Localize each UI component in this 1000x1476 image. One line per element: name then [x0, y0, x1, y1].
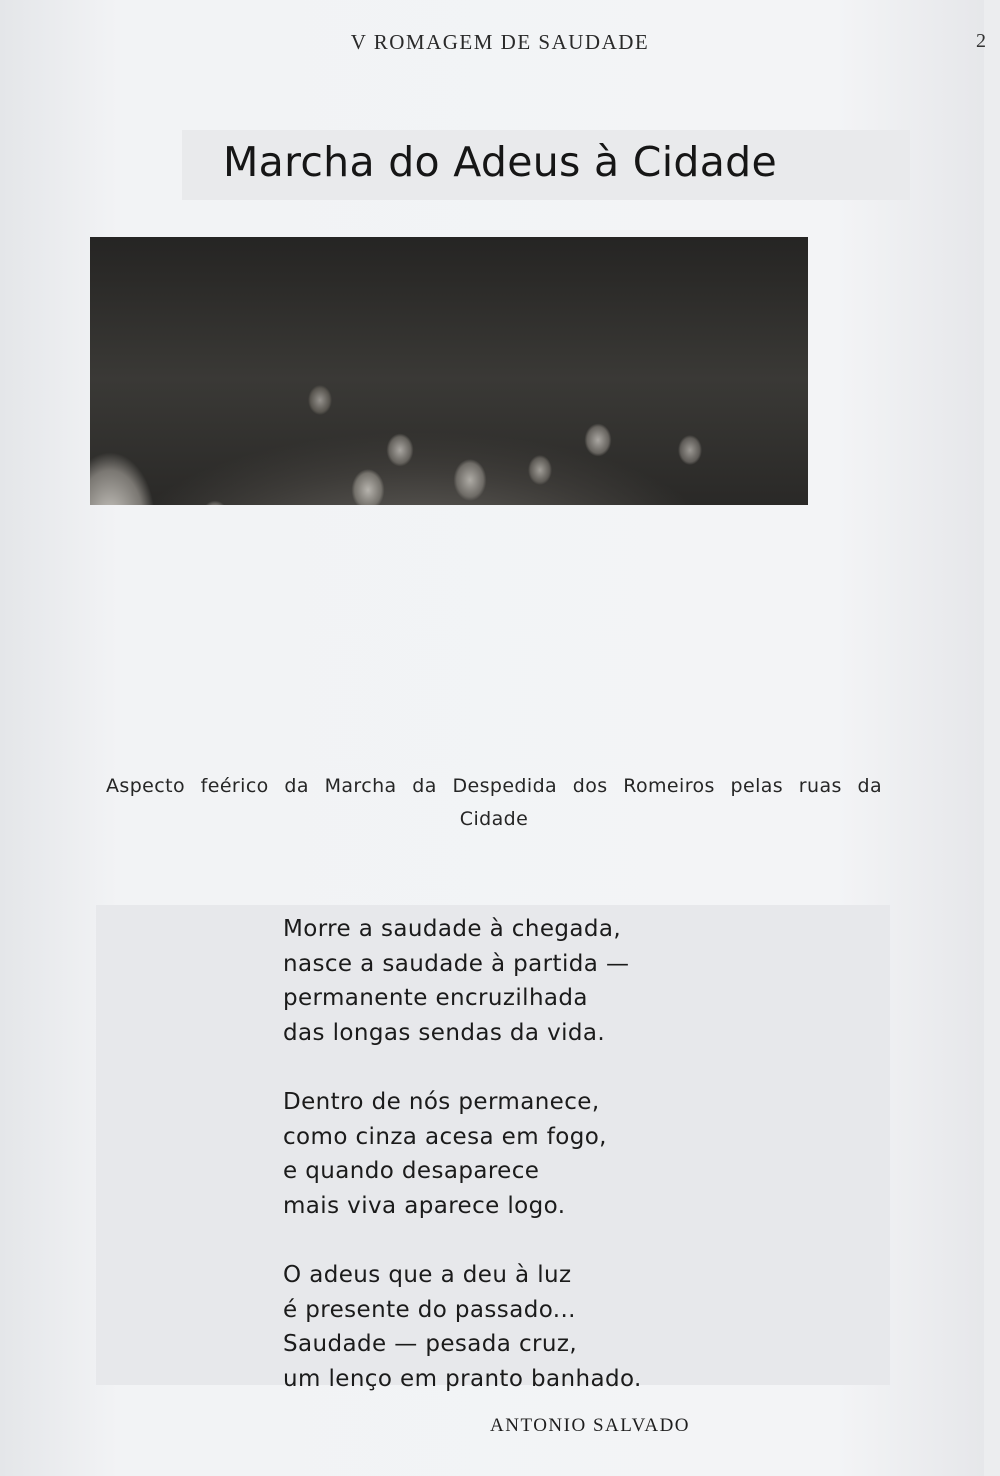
poem-stanza [283, 1258, 843, 1396]
poem-line: um lenço em pranto banhado. [283, 1365, 642, 1392]
running-header: V ROMAGEM DE SAUDADE [350, 30, 650, 54]
poem-line: e quando desaparece [283, 1158, 540, 1184]
poem-line: Dentro de nós permanece, [283, 1089, 600, 1115]
poem-line: é presente do passado... [283, 1296, 576, 1323]
poem-line: das longas sendas da vida. [283, 1019, 606, 1046]
poem-line: nasce a saudade à partida — [283, 950, 630, 977]
poem-line: O adeus que a deu à luz [283, 1262, 572, 1288]
poem-line: Saudade — pesada cruz, [283, 1331, 578, 1357]
poem-stanza [283, 1085, 843, 1223]
poem [283, 912, 843, 1431]
poem-author: ANTONIO SALVADO [490, 1415, 691, 1436]
crowd-photo [90, 237, 898, 742]
poem-stanza [283, 912, 843, 1050]
page-number: 2 [976, 30, 986, 52]
photo-caption: Aspecto feérico da Marcha da Despedida dos Romeiros pelas ruas da Cidade [106, 775, 882, 830]
poem-line: permanente encruzilhada [283, 985, 588, 1011]
poem-line: Morre a saudade à chegada, [283, 916, 622, 942]
poem-line: como cinza acesa em fogo, [283, 1123, 607, 1150]
article-title: Marcha do Adeus à Cidade [222, 138, 777, 186]
poem-line: mais viva aparece logo. [283, 1192, 566, 1219]
